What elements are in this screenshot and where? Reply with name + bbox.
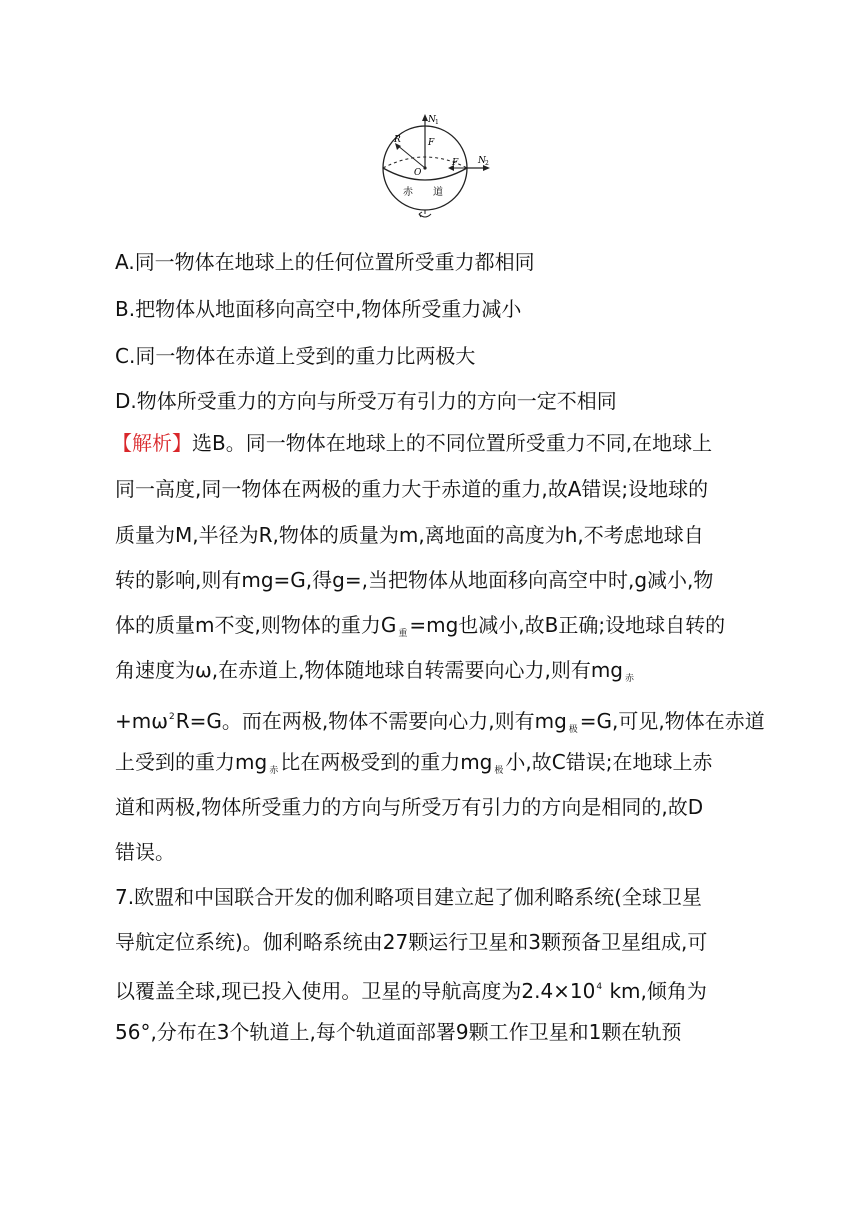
svg-text:2: 2 [485,160,489,167]
globe-force-diagram [370,112,500,224]
question-7-line-4: 56°,分布在3个轨道上,每个轨道面部署9颗工作卫星和1颗在轨预 [115,1020,682,1044]
analysis-line-7: $+m\omega^2R=G$。而在两极,物体不需要向心力,则有mg $_极$ =G,可见,物体在赤道 [115,709,765,735]
label-n1: N [428,115,436,125]
analysis-line-9: 道和两极,物体所受重力的方向与所受万有引力的方向是相同的,故D [115,795,704,819]
analysis-line-6: 角速度为ω,在赤道上,物体随地球自转需要向心力,则有mg $_赤$ [115,658,635,684]
label-n2: N [478,156,486,166]
analysis-line-8: 上受到的重力mg $_赤$ 比在两极受到的重力mg $_极$ 小,故C错误;在地球上赤 [115,750,713,776]
option-c: C.同一物体在赤道上受到的重力比两极大 [115,344,476,368]
radius-line [397,145,425,168]
label-equator-2: 道 [433,187,443,198]
analysis-line-1: 【解析】选B。同一物体在地球上的不同位置所受重力不同,在地球上 [112,431,713,455]
option-b: B.把物体从地面移向高空中,物体所受重力减小 [115,297,522,321]
analysis-line-3: 质量为M,半径为R,物体的质量为m,离地面的高度为h,不考虑地球自 [115,523,704,547]
label-f-right: F [452,158,459,168]
label-r: R [394,135,401,145]
svg-text:1: 1 [435,119,439,126]
analysis-tag: 【解析】 [112,431,192,455]
label-equator-1: 赤 [403,187,413,198]
analysis-line-4: 转的影响,则有mg=G,得g=,当把物体从地面移向高空中时,g减小,物 [115,568,714,592]
label-f-top: F [428,138,435,148]
analysis-line-5: 体的质量m不变,则物体的重力G $_重$ =mg也减小,故B正确;设地球自转的 [115,613,726,639]
question-7-line-2: 导航定位系统)。伽利略系统由27颗运行卫星和3颗预备卫星组成,可 [115,930,708,954]
question-7-line-3: 以覆盖全球,现已投入使用。卫星的导航高度为$2.4\times 10^4$ km,倾角为 [115,979,707,1003]
option-d: D.物体所受重力的方向与所受万有引力的方向一定不相同 [115,389,617,413]
option-a: A.同一物体在地球上的任何位置所受重力都相同 [115,250,535,274]
question-7-line-1: 7.欧盟和中国联合开发的伽利略项目建立起了伽利略系统(全球卫星 [115,885,702,909]
analysis-line-2: 同一高度,同一物体在两极的重力大于赤道的重力,故A错误;设地球的 [115,477,709,501]
equator-front [383,168,467,180]
analysis-line-10: 错误。 [115,840,175,864]
label-o: O [414,168,422,178]
